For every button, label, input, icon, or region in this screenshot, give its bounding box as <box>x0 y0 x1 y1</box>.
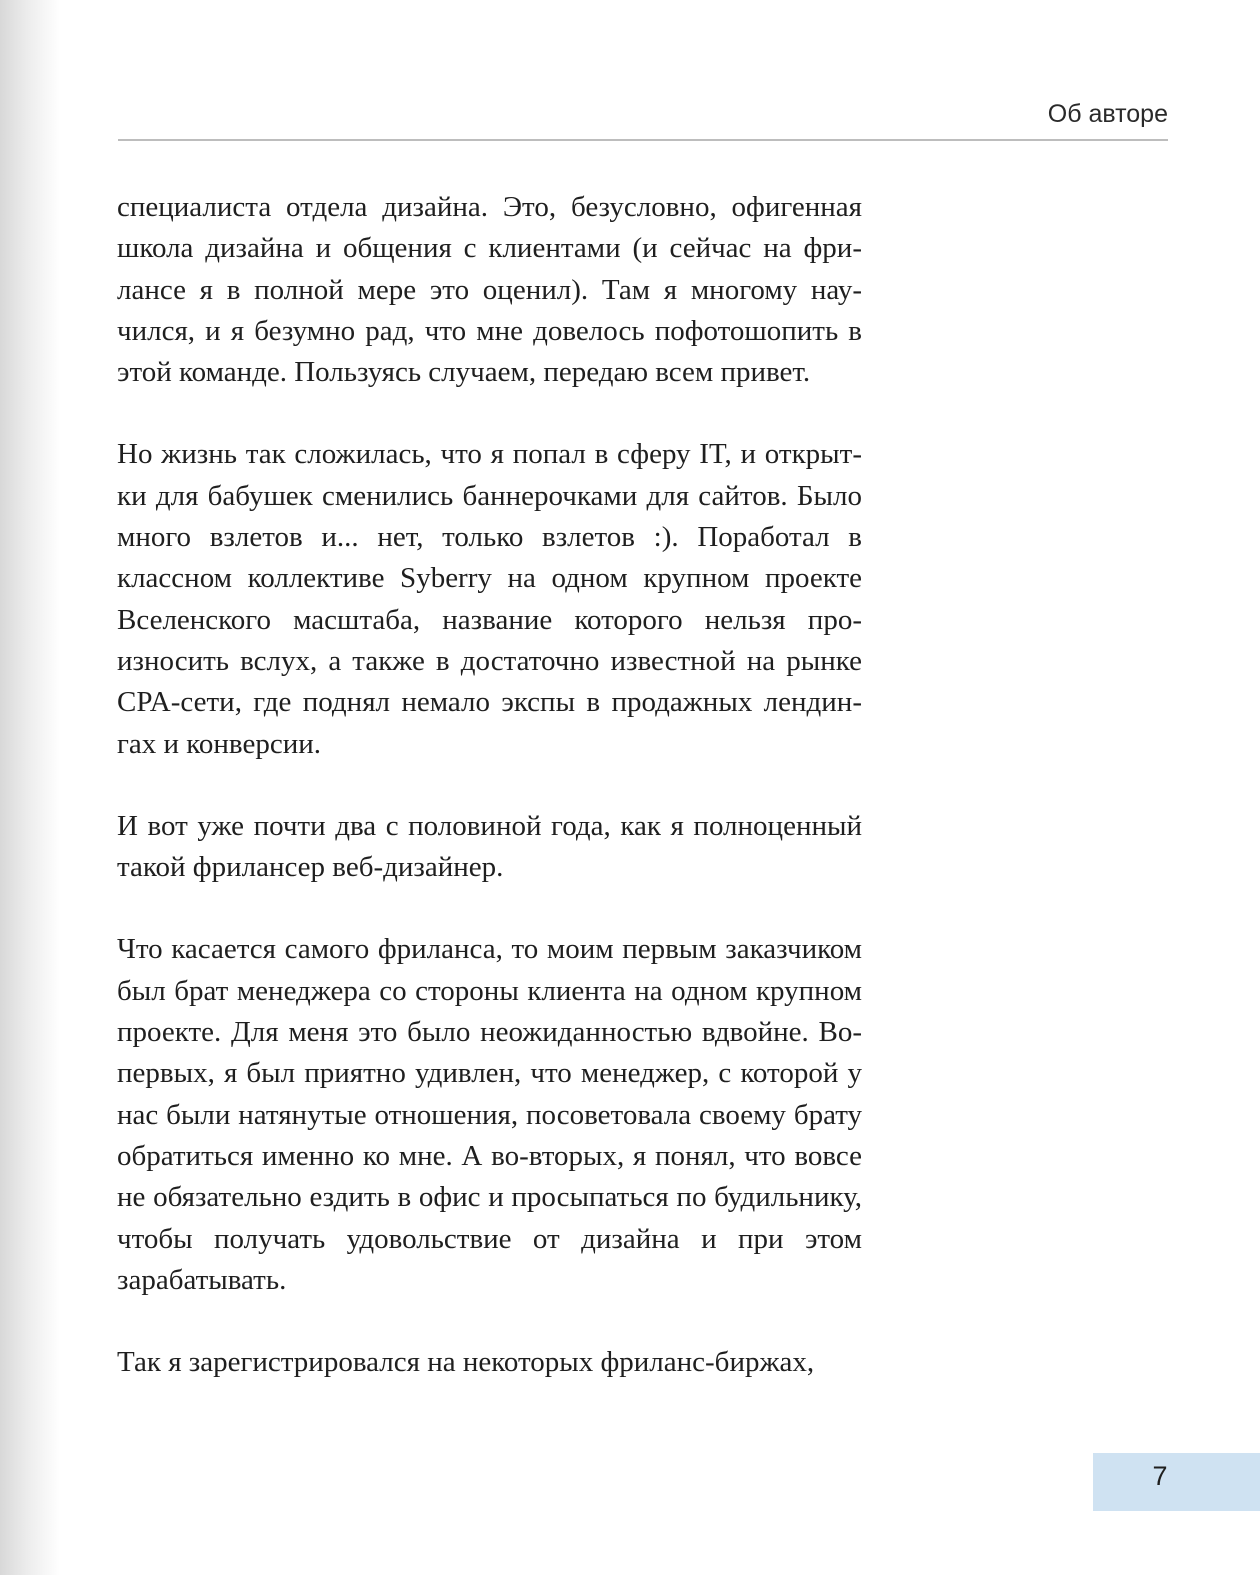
page-spine-shadow <box>0 0 60 1575</box>
paragraph-1: специалиста отдела дизайна. Это, безусловно, офигенная школа дизайна и общения с клиентами (и сейчас на фрилансе я в полной мере это оценил). Там я многому научился, и я безумно рад, что мне довелось пофотошопить в этой команде. Пользуясь случаем, передаю всем привет. <box>117 191 862 389</box>
paragraph-3: И вот уже почти два с половиной года, как я полноценный такой фрилансер веб-дизайнер. <box>117 809 862 884</box>
paragraph-2: Но жизнь так сложилась, что я попал в сферу IT, и открытки для бабушек сменились баннерочками для сайтов. Было много взлетов и... нет, только взлетов :). Поработал в классном коллективе Syberry на одном крупном проекте Вселенского масштаба, название которого нельзя произносить вслух, а также в достаточно известной на рынке CPA-сети, где поднял немало экспы в продажных лендингах и конверсии. <box>117 438 862 760</box>
paragraph-4: Что касается самого фриланса, то моим первым заказчиком был брат менеджера со стороны клиента на одном крупном проекте. Для меня это было неожиданностью вдвойне. Во-первых, я был приятно удивлен, что менеджер, с которой у нас были натянутые отношения, посоветовала своему брату обратиться именно ко мне. А во-вторых, я понял, что вовсе не обязательно ездить в офис и просыпаться по будильнику, чтобы получать удовольствие от дизайна и при этом зарабатывать. <box>117 933 862 1296</box>
page-number-box <box>1093 1453 1260 1511</box>
header-rule <box>118 139 1168 141</box>
body-text <box>117 187 862 1424</box>
page-number: 7 <box>1152 1461 1168 1491</box>
paragraph-5: Так я зарегистрировался на некоторых фриланс-биржах, <box>117 1346 815 1379</box>
running-header-title: Об авторе <box>1047 100 1168 128</box>
